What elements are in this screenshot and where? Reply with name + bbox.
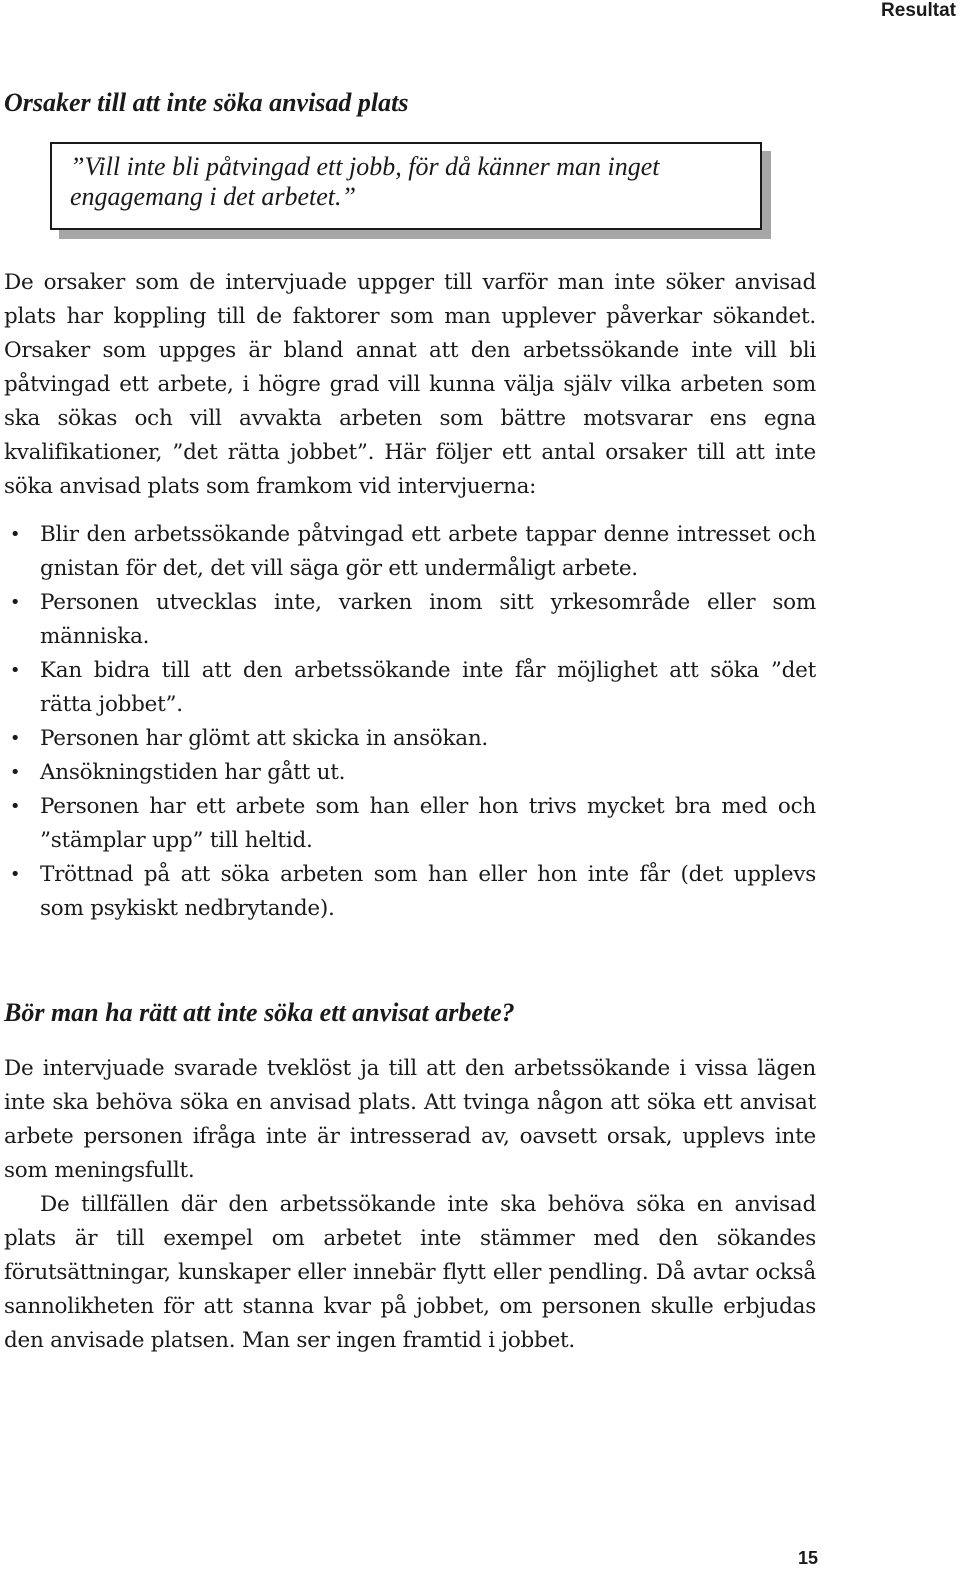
- bullet-icon: •: [9, 864, 21, 885]
- list-item: [4, 790, 816, 858]
- bullet-icon: •: [9, 592, 21, 613]
- list-item: [4, 518, 816, 586]
- list-item-text: Blir den arbetssökande påtvingad ett arbete tappar denne intresset och gnistan för det, det vill säga gör ett undermåligt arbete.: [40, 522, 816, 581]
- bullet-icon: •: [9, 524, 21, 545]
- running-header-section: Resultat: [881, 0, 956, 21]
- list-item-text: Ansökningstiden har gått ut.: [40, 760, 346, 785]
- list-item-text: Personen utvecklas inte, varken inom sitt yrkesområde eller som människa.: [40, 590, 816, 649]
- quote-text: ”Vill inte bli påtvingad ett jobb, för då känner man inget engagemang i det arbetet.”: [50, 142, 762, 230]
- bullet-icon: •: [9, 728, 21, 749]
- bullet-icon: •: [9, 762, 21, 783]
- body-paragraph-answer: De intervjuade svarade tveklöst ja till att den arbetssökande i vissa lägen inte ska behöva söka en anvisad plats. Att tvinga någon att söka ett anvisat arbete personen ifråga inte är intresserad av, oavsett orsak, upplevs inte som meningsfullt.: [4, 1056, 816, 1183]
- bullet-icon: •: [9, 796, 21, 817]
- list-item: [4, 722, 816, 756]
- section-heading-right-to-decline: Bör man ha rätt att inte söka ett anvisat arbete?: [4, 998, 515, 1027]
- quote-callout: [50, 142, 762, 230]
- list-item: [4, 586, 816, 654]
- list-item: [4, 654, 816, 722]
- section-heading-reasons: Orsaker till att inte söka anvisad plats: [4, 88, 409, 117]
- bullet-icon: •: [9, 660, 21, 681]
- list-item-text: Kan bidra till att den arbetssökande inte får möjlighet att söka ”det rätta jobbet”.: [40, 658, 816, 717]
- reasons-bullet-list: [4, 518, 816, 926]
- page-number: 15: [797, 1548, 818, 1568]
- body-paragraph-reasons: De orsaker som de intervjuade uppger till varför man inte söker anvisad plats har koppling till de faktorer som man upplever påverkar sökandet. Orsaker som uppges är bland annat att den arbetssökande inte vill bli påtvingad ett arbete, i högre grad vill kunna välja själv vilka arbeten som ska sökas och vill avvakta arbeten som bättre motsvarar ens egna kvalifikationer, ”det rätta jobbet”. Här följer ett antal orsaker till att inte söka anvisad plats som framkom vid intervjuerna:: [4, 270, 816, 499]
- list-item-text: Personen har ett arbete som han eller hon trivs mycket bra med och ”stämplar upp” till heltid.: [40, 794, 816, 853]
- list-item: [4, 756, 816, 790]
- list-item: [4, 858, 816, 926]
- list-item-text: Tröttnad på att söka arbeten som han eller hon inte får (det upplevs som psykiskt nedbrytande).: [40, 862, 816, 921]
- body-paragraph-examples: De tillfällen där den arbetssökande inte ska behöva söka en anvisad plats är till exempel om arbetet inte stämmer med den sökandes förutsättningar, kunskaper eller innebär flytt eller pendling. Då avtar också sannolikheten för att stanna kvar på jobbet, om personen skulle erbjudas den anvisade platsen. Man ser ingen framtid i jobbet.: [4, 1192, 816, 1353]
- list-item-text: Personen har glömt att skicka in ansökan.: [40, 726, 489, 751]
- page-content: [4, 86, 816, 1358]
